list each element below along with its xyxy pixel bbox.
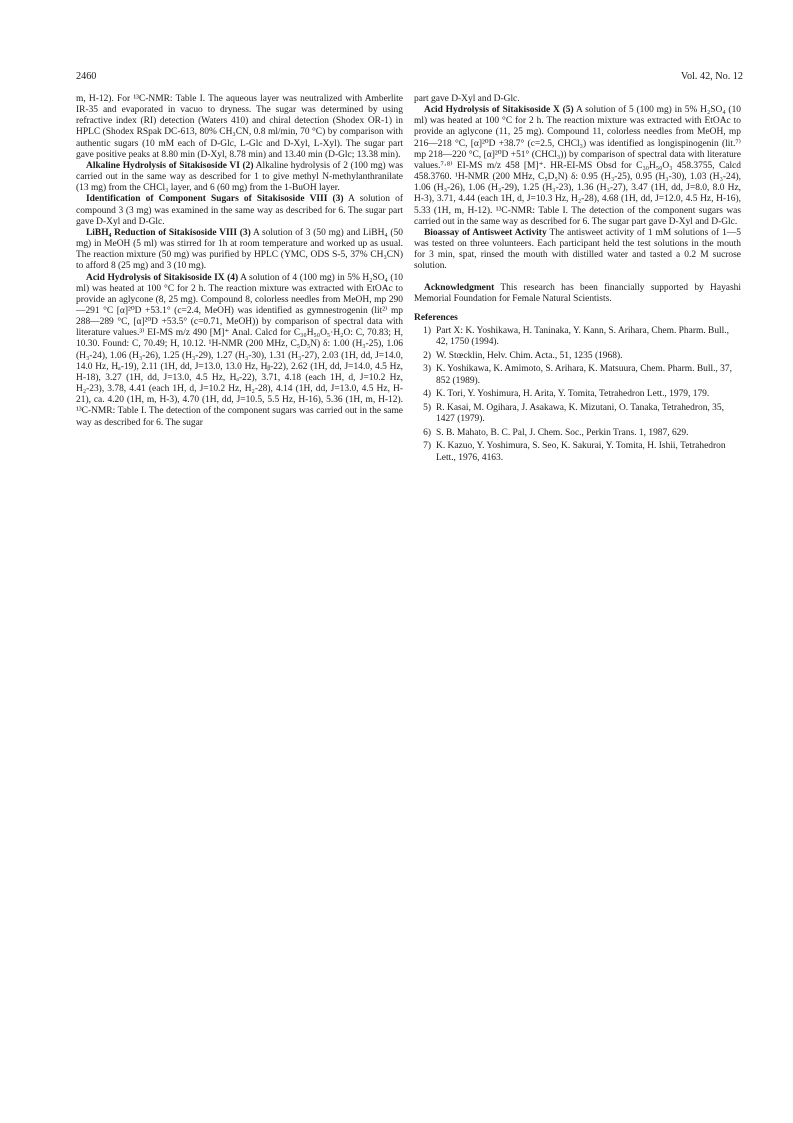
reference-number: 7) <box>423 441 431 452</box>
section-body: The antisweet activity of 1 mM solutions of 1—5 was tested on three volunteers. Each participant held the test solutions in the mouth for 3 min, spat, rinsed the mouth with distilled water and tasted a 0.2 M sucrose solution. <box>414 227 741 272</box>
reference-number: 5) <box>423 402 431 413</box>
reference-number: 2) <box>423 350 431 361</box>
right-column <box>414 94 741 466</box>
acknowledgment <box>414 283 741 305</box>
section-libh4-reduction <box>76 228 403 273</box>
reference-item <box>414 403 741 425</box>
section-heading: Alkaline Hydrolysis of Sitakisoside VI (2) <box>86 160 254 171</box>
section-body: Alkaline hydrolysis of 2 (100 mg) was carried out in the same way as described for 1 to give methyl N-methylanthranilate (13 mg) from the CHCl₃ layer, and 6 (60 mg) from the 1-BuOH layer. <box>76 160 403 194</box>
reference-text: S. B. Mahato, B. C. Pal, J. Chem. Soc., Perkin Trans. 1, 1987, 629. <box>436 427 689 438</box>
reference-item <box>414 389 741 400</box>
section-bioassay <box>414 228 741 273</box>
reference-item <box>414 326 741 348</box>
reference-number: 4) <box>423 389 431 400</box>
section-heading: LiBH₄ Reduction of Sitakisoside VIII (3) <box>86 227 251 238</box>
section-acid-hydrolysis-x <box>414 105 741 228</box>
section-body: A solution of compound 3 (3 mg) was examined in the same way as described for 6. The sugar part gave D-Xyl and D-Glc. <box>76 194 403 227</box>
reference-text: Part X: K. Yoshikawa, H. Taninaka, Y. Kann, S. Arihara, Chem. Pharm. Bull., 42, 1750 (1994). <box>436 325 730 348</box>
reference-item <box>414 364 741 386</box>
section-heading: Acid Hydrolysis of Sitakisoside X (5) <box>424 105 574 116</box>
reference-number: 1) <box>423 325 431 336</box>
reference-text: R. Kasai, M. Ogihara, J. Asakawa, K. Mizutani, O. Tanaka, Tetrahedron, 35, 1427 (1979). <box>436 402 724 425</box>
reference-text: K. Tori, Y. Yoshimura, H. Arita, Y. Tomita, Tetrahedron Lett., 1979, 179. <box>436 389 710 400</box>
page-number: 2460 <box>76 71 97 82</box>
reference-text: K. Kazuo, Y. Yoshimura, S. Seo, K. Sakurai, Y. Tomita, H. Ishii, Tetrahedron Lett., 1976, 4163. <box>436 441 726 463</box>
section-body: A solution of 3 (50 mg) and LiBH₄ (50 mg) in MeOH (5 ml) was stirred for 1h at room temperature and worked up as usual. The reaction mixture (50 mg) was purified by HPLC (YMC, ODS S-5, 37% CH₃CN) to afford 8 (25 mg) and 3 (10 mg). <box>76 227 403 272</box>
reference-number: 6) <box>423 427 431 438</box>
acknowledgment-body: This research has been financially supported by Hayashi Memorial Foundation for Female Natural Scientists. <box>414 282 741 304</box>
journal-volume: Vol. 42, No. 12 <box>680 71 743 82</box>
acknowledgment-heading: Acknowledgment <box>424 282 495 293</box>
reference-item <box>414 428 741 439</box>
paragraph-continuation: m, H-12). For ¹³C-NMR: Table I. The aqueous layer was neutralized with Amberlite IR-35 and evaporated in vacuo to dryness. The sugar was determined by using refractive index (RI) detection (Waters 410) and chiral detection (Shodex OR-1) in HPLC (Shodex RSpak DC-613, 80% CH₃CN, 0.8 ml/min, 70 °C) by comparison with authentic sugars (10 mM each of D-Glc, L-Glc and D-Xyl, L-Xyl). The sugar part gave positive peaks at 8.80 min (D-Xyl, 8.78 min) and 13.40 min (D-Glc; 13.38 min). <box>76 94 403 160</box>
reference-text: K. Yoshikawa, K. Amimoto, S. Arihara, K. Matsuura, Chem. Pharm. Bull., 37, 852 (1989). <box>436 364 732 386</box>
section-sugar-identification <box>76 194 403 227</box>
section-heading: Bioassay of Antisweet Activity <box>424 227 547 238</box>
left-column <box>76 94 403 429</box>
section-body: A solution of 4 (100 mg) in 5% H₂SO₄ (10 ml) was heated at 100 °C for 2 h. The reaction mixture was extracted with EtOAc to provide an aglycone (8, 25 mg). Compound 8, colorless needles from MeOH, mp 290—291 °C [α]²⁰D +53.1° (c=2.4, MeOH) was identified as gymnestrogenin (lit²⁾ mp 288—289 °C, [α]²⁰D +53.5° (c=0.71, MeOH)) by comparison of spectral data with literature values.³⁾ EI-MS m/z 490 [M]⁺ Anal. Calcd for C₃₀H₅₀O₅·H₂O: C, 70.83; H, 10.30. Found: C, 70.49; H, 10.12. ¹H-NMR (200 MHz, C₅D₅N) δ: 1.00 (H₃-25), 1.06 (H₃-24), 1.06 (H₃-26), 1.25 (H₃-29), 1.27 (H₃-30), 1.31 (H₃-27), 2.03 (1H, dd, J=14.0, 14.0 Hz, Hₐ-19), 2.11 (1H, dd, J=13.0, 13.0 Hz, Hᵦ-22), 2.62 (1H, dd, J=14.0, 4.5 Hz, H-18), 3.27 (1H, dd, J=13.0, 4.5 Hz, Hₐ-22), 3.71, 4.18 (each 1H, d, J=10.2 Hz, H₂-23), 3.78, 4.41 (each 1H, d, J=10.2 Hz, H₂-28), 4.14 (1H, dd, J=13.0, 4.5 Hz, H-21), ca. 4.20 (1H, m, H-3), 4.70 (1H, dd, J=10.5, 5.5 Hz, H-16), 5.36 (1H, m, H-12). ¹³C-NMR: Table I. The detection of the component sugars was carried out in the same way as described for 6. The sugar <box>76 272 403 428</box>
section-acid-hydrolysis-ix <box>76 273 403 429</box>
reference-text: W. Stœcklin, Helv. Chim. Acta., 51, 1235 (1968). <box>436 350 623 361</box>
section-alkaline-hydrolysis <box>76 161 403 194</box>
section-heading: Acid Hydrolysis of Sitakisoside IX (4) <box>86 272 239 283</box>
reference-number: 3) <box>423 364 431 375</box>
reference-list <box>414 326 741 464</box>
section-heading: Identification of Component Sugars of Sitakisoside VIII (3) <box>86 194 344 205</box>
paragraph-continuation: part gave D-Xyl and D-Glc. <box>414 94 520 104</box>
section-body: A solution of 5 (100 mg) in 5% H₂SO₄ (10 ml) was heated at 100 °C for 2 h. The reaction mixture was extracted with EtOAc to provide an aglycone (11, 25 mg). Compound 11, colorless needles from MeOH, mp 216—218 °C, [α]²⁰D +38.7° (c=2.5, CHCl₃) was identified as longispinogenin (lit.⁷⁾ mp 218—220 °C, [α]²⁰D +51° (CHCl₃)) by comparison of spectral data with literature values.⁷·⁸⁾ EI-MS m/z 458 [M]⁺. HR-EI-MS Obsd for C₃₀H₅₀O₃ 458.3755, Calcd 458.3760. ¹H-NMR (200 MHz, C₅D₅N) δ: 0.95 (H₃-25), 0.95 (H₃-30), 1.03 (H₃-24), 1.06 (H₃-26), 1.06 (H₃-29), 1.25 (H₃-23), 1.36 (H₃-27), 3.47 (1H, dd, J=8.0, 8.0 Hz, H-3), 3.71, 4.44 (each 1H, d, J=10.3 Hz, H₂-28), 4.68 (1H, dd, J=12.0, 4.5 Hz, H-16), 5.33 (1H, m, H-12). ¹³C-NMR: Table I. The detection of the component sugars was carried out in the same way as described for 6. The sugar part gave D-Xyl and D-Glc. <box>414 105 742 227</box>
references-heading: References <box>414 312 458 323</box>
reference-item <box>414 351 741 362</box>
reference-item <box>414 441 741 463</box>
